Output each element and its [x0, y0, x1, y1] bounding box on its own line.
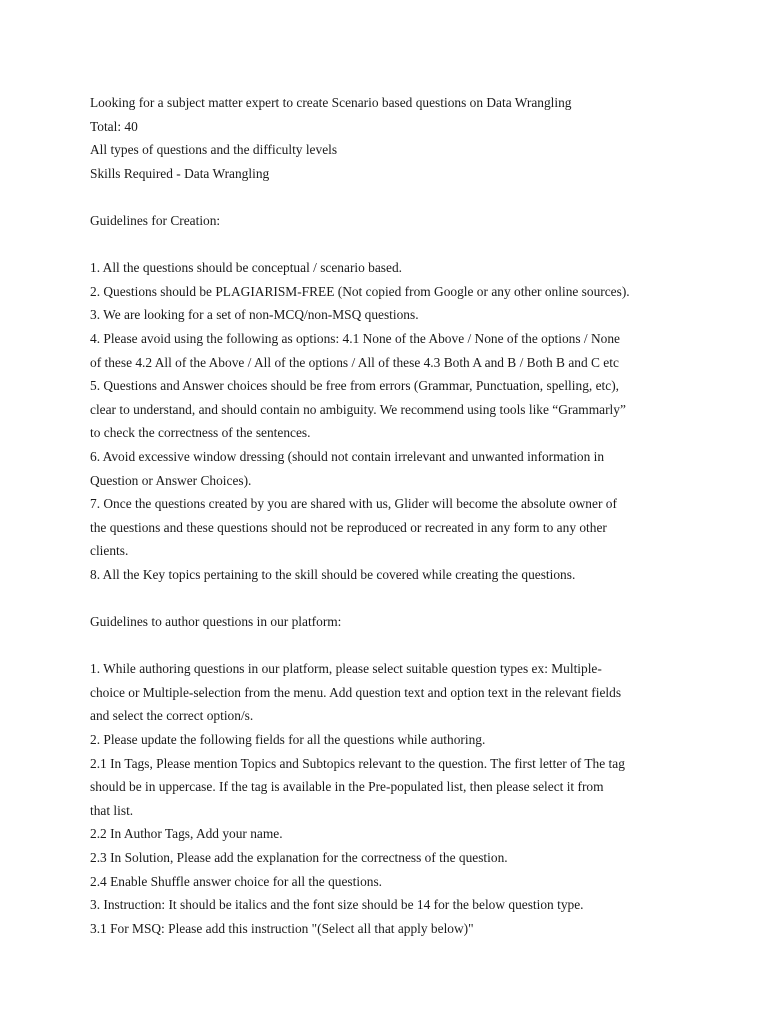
authoring-line: choice or Multiple-selection from the menu. Add question text and option text in the relevant fields — [90, 684, 622, 700]
creation-line: Question or Answer Choices). — [90, 472, 252, 488]
creation-line: clients. — [90, 543, 129, 559]
authoring-line: and select the correct option/s. — [90, 708, 254, 724]
authoring-line: 2.2 In Author Tags, Add your name. — [90, 826, 283, 842]
creation-heading: Guidelines for Creation: — [90, 212, 221, 228]
question-types-line: All types of questions and the difficulty levels — [90, 142, 338, 158]
document-page — [90, 91, 690, 940]
authoring-guidelines — [90, 657, 690, 940]
authoring-line: 1. While authoring questions in our platform, please select suitable question types ex: Multiple- — [90, 661, 602, 677]
authoring-line: 2. Please update the following fields for all the questions while authoring. — [90, 732, 486, 748]
creation-line: clear to understand, and should contain no ambiguity. We recommend using tools like “Grammarly” — [90, 401, 626, 417]
authoring-line: 2.3 In Solution, Please add the explanation for the correctness of the question. — [90, 850, 508, 865]
total-line: Total: 40 — [90, 118, 138, 134]
authoring-line: that list. — [90, 802, 134, 818]
creation-line: 4. Please avoid using the following as options: 4.1 None of the Above / None of the options / None — [90, 330, 620, 346]
job-title-line: Looking for a subject matter expert to create Scenario based questions on Data Wrangling — [90, 95, 572, 110]
authoring-line: 2.1 In Tags, Please mention Topics and Subtopics relevant to the question. The first letter of The tag — [90, 755, 625, 771]
spacer — [90, 634, 690, 658]
spacer — [90, 185, 690, 209]
spacer — [90, 586, 690, 610]
creation-line: 3. We are looking for a set of non-MCQ/non-MSQ questions. — [90, 307, 419, 323]
creation-line: 5. Questions and Answer choices should be free from errors (Grammar, Punctuation, spelling, etc), — [90, 378, 619, 394]
creation-line: to check the correctness of the sentences. — [90, 425, 311, 441]
creation-line: the questions and these questions should not be reproduced or recreated in any form to any other — [90, 519, 607, 535]
creation-line: 6. Avoid excessive window dressing (should not contain irrelevant and unwanted information in — [90, 448, 605, 464]
authoring-heading: Guidelines to author questions in our platform: — [90, 614, 342, 630]
spacer — [90, 233, 690, 257]
creation-line: 1. All the questions should be conceptual / scenario based. — [90, 260, 403, 276]
skills-line: Skills Required - Data Wrangling — [90, 165, 270, 181]
authoring-line: 3. Instruction: It should be italics and the font size should be 14 for the below question type. — [90, 897, 584, 913]
creation-line: 2. Questions should be PLAGIARISM-FREE (Not copied from Google or any other online sources). — [90, 283, 630, 299]
creation-guidelines — [90, 256, 690, 586]
authoring-line: 2.4 Enable Shuffle answer choice for all the questions. — [90, 873, 383, 889]
authoring-line: should be in uppercase. If the tag is available in the Pre-populated list, then please select it from — [90, 779, 604, 795]
creation-line: 8. All the Key topics pertaining to the skill should be covered while creating the questions. — [90, 566, 576, 582]
creation-line: of these 4.2 All of the Above / All of the options / All of these 4.3 Both A and B / Both B and C etc — [90, 354, 619, 370]
job-header — [90, 91, 690, 185]
authoring-line: 3.1 For MSQ: Please add this instruction "(Select all that apply below)" — [90, 920, 474, 936]
creation-line: 7. Once the questions created by you are shared with us, Glider will become the absolute owner of — [90, 496, 617, 512]
